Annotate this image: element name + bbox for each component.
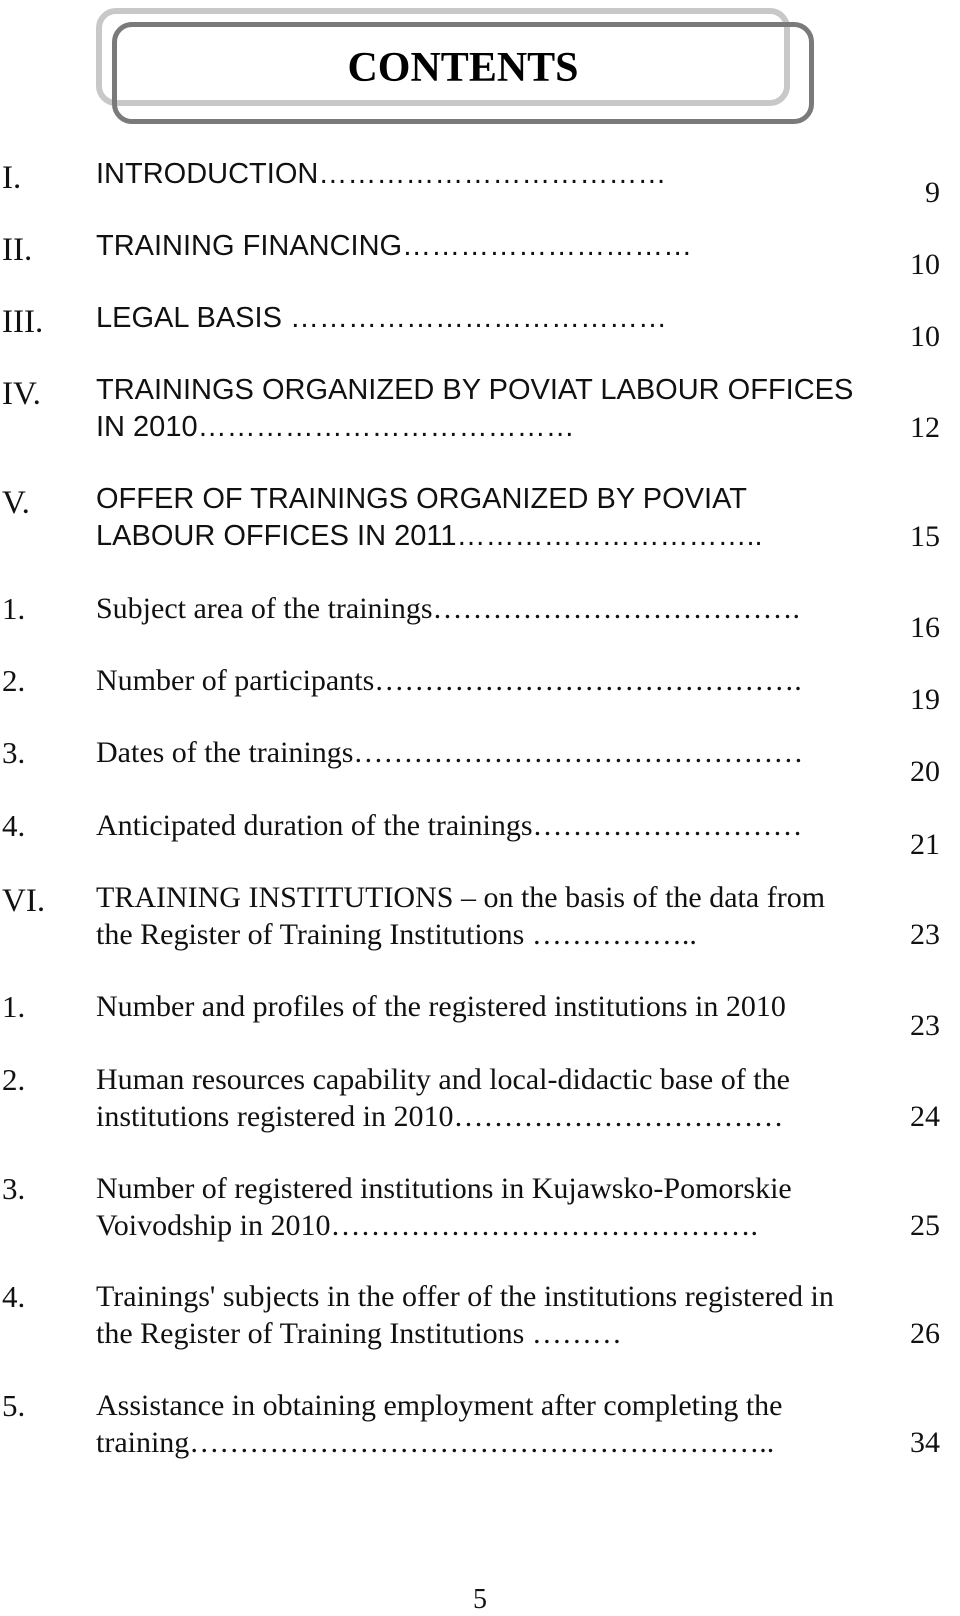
toc-entry-title: Human resources capability and local-didactic base of the institutions registered in 2010…………………………… (96, 1063, 790, 1133)
page-title: CONTENTS (347, 45, 579, 91)
toc-entry-title: Number of registered institutions in Kujawsko-Pomorskie Voivodship in 2010……………………………………. (96, 1172, 792, 1242)
toc-entry-number: 4. (2, 1279, 26, 1314)
toc-entry-title: INTRODUCTION……………………………… (96, 158, 667, 190)
toc-entry-page: 25 (910, 1209, 940, 1242)
toc-entry-page: 19 (910, 683, 940, 716)
toc-entry-number: 4. (2, 808, 26, 843)
toc-entry-number: II. (2, 232, 33, 268)
toc-entry-title: Assistance in obtaining employment after completing the training………………………………………………….. (96, 1389, 783, 1459)
toc-entry-page: 12 (910, 411, 940, 444)
toc-entry-number: 3. (2, 1171, 26, 1206)
toc-entry-number: 2. (2, 663, 26, 698)
toc-entry-page: 26 (910, 1317, 940, 1350)
toc-entry-number: 1. (2, 591, 26, 626)
toc-entry-title: OFFER OF TRAININGS ORGANIZED BY POVIAT LABOUR OFFICES IN 2011………………………….. (96, 483, 763, 552)
toc-entry-page: 20 (910, 755, 940, 788)
toc-entry-number: 2. (2, 1062, 26, 1097)
toc-entry-number: 3. (2, 735, 26, 770)
toc-entry-title: TRAINING FINANCING………………………… (96, 230, 693, 262)
toc-entry-number: VI. (2, 883, 46, 919)
toc-entry-title: Dates of the trainings……………………………………… (96, 736, 804, 769)
toc-entry-page: 24 (910, 1100, 940, 1133)
toc-entry-page: 23 (910, 918, 940, 951)
toc-entry-page: 21 (910, 828, 940, 861)
toc-entry-title: Trainings' subjects in the offer of the institutions registered in the Register of Training Institutions ……… (96, 1280, 834, 1350)
toc-entry-page: 10 (910, 248, 940, 281)
toc-entry-title: TRAINING INSTITUTIONS – on the basis of the data from the Register of Training Institutions …………….. (96, 881, 826, 951)
toc-entry-title: TRAININGS ORGANIZED BY POVIAT LABOUR OFFICES IN 2010………………………………… (96, 374, 854, 443)
toc-entry-title: LEGAL BASIS ………………………………… (96, 302, 667, 334)
toc-entry-number: 1. (2, 989, 26, 1024)
toc-entry-page: 34 (910, 1426, 940, 1459)
toc-entry-title: Subject area of the trainings………………………………. (96, 592, 801, 625)
toc-entry-number: I. (2, 160, 22, 196)
toc-entry-title: Number of participants……………………………………. (96, 664, 802, 697)
toc-entry-title: Number and profiles of the registered institutions in 2010 (96, 990, 786, 1023)
page-number: 5 (473, 1584, 487, 1615)
toc-entry-page: 23 (910, 1009, 940, 1042)
toc-entry-page: 9 (925, 176, 940, 209)
toc-entry-page: 10 (910, 320, 940, 353)
toc-entry-title: Anticipated duration of the trainings……………………… (96, 809, 803, 842)
toc-entry-number: IV. (2, 376, 41, 412)
toc-entry-number: III. (2, 304, 44, 340)
toc-entry-page: 16 (910, 611, 940, 644)
toc-entry-page: 15 (910, 520, 940, 553)
toc-entry-number: 5. (2, 1388, 26, 1423)
toc-entry-number: V. (2, 485, 30, 521)
